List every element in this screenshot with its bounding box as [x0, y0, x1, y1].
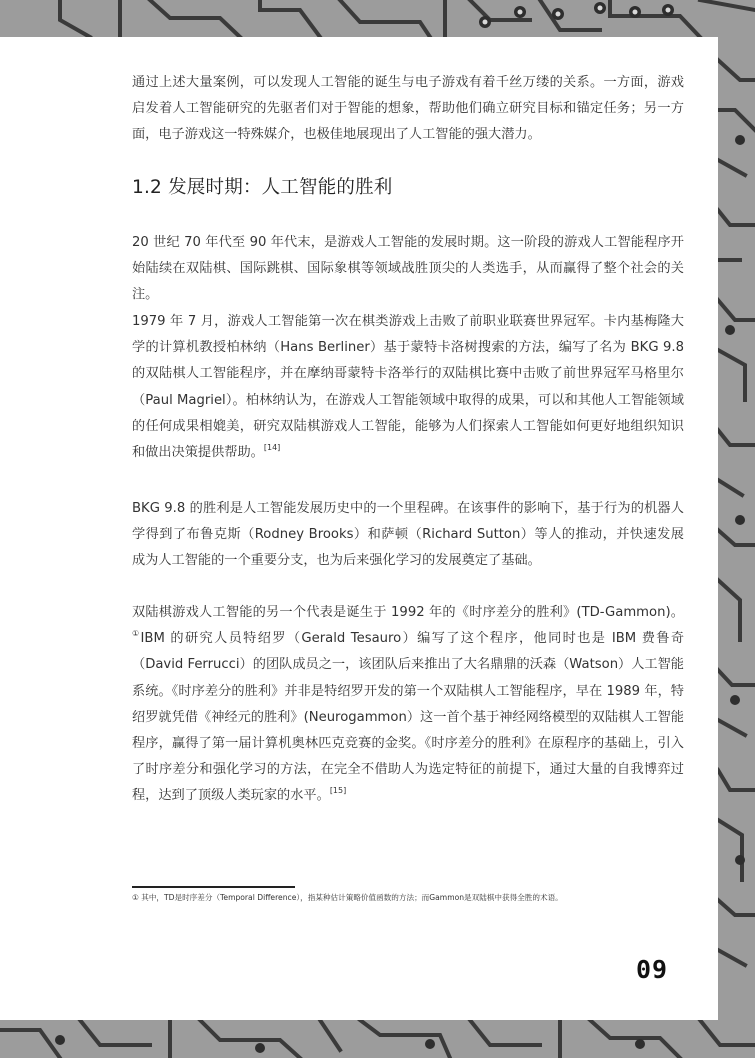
footnote-divider	[132, 886, 295, 888]
document-page	[0, 37, 718, 1020]
paragraph-bkg-1979	[132, 309, 684, 466]
paragraph-development-period	[132, 230, 684, 309]
paragraph-intro-text: 通过上述大量案例，可以发现人工智能的诞生与电子游戏有着千丝万缕的关系。一方面，游戏启发着人工智能研究的先驱者们对于智能的想象，帮助他们确立研究目标和锚定任务；另一方面，电子游戏这一特殊媒介，也极佳地展现出了人工智能的强大潜力。	[132, 75, 684, 143]
reference-15[interactable]: [15]	[329, 786, 347, 796]
paragraph-intro	[132, 70, 684, 149]
paragraph-bkg-milestone	[132, 496, 684, 575]
paragraph-bkg-milestone-text: BKG 9.8 的胜利是人工智能发展历史中的一个里程碑。在该事件的影响下，基于行为的机器人学得到了布鲁克斯（Rodney Brooks）和萨顿（Richard Sutton）等人的推动，并快速发展成为人工智能的一个重要分支，也为后来强化学习的发展奠定了基础。	[132, 501, 684, 569]
paragraph-bkg-1979-text: 1979 年 7 月，游戏人工智能第一次在棋类游戏上击败了前职业联赛世界冠军。卡内基梅隆大学的计算机教授柏林纳（Hans Berliner）基于蒙特卡洛树搜索的方法，编写了名为 BKG 9.8 的双陆棋人工智能程序，并在摩纳哥蒙特卡洛举行的双陆棋比赛中击败了前世界冠军马格里尔（Paul Magriel）。柏林纳认为，在游戏人工智能领域中取得的成果，可以和其他人工智能领域的任何成果相媲美，研究双陆棋游戏人工智能，能够为人们探索人工智能如何更好地组织知识和做出决策提供帮助。	[132, 314, 684, 461]
paragraph-td-gammon-text-after: IBM 的研究人员特绍罗（Gerald Tesauro）编写了这个程序，他同时也是 IBM 费鲁奇（David Ferrucci）的团队成员之一，该团队后来推出了大名鼎鼎的沃森（Watson）人工智能系统。《时序差分的胜利》并非是特绍罗开发的第一个双陆棋人工智能程序，早在 1989 年，特绍罗就凭借《神经元的胜利》(Neurogammon）这一首个基于神经网络模型的双陆棋人工智能程序，赢得了第一届计算机奥林匹克竞赛的金奖。《时序差分的胜利》在原程序的基础上，引入了时序差分和强化学习的方法，在完全不借助人为选定特征的前提下，通过大量的自我博弈过程，达到了顶级人类玩家的水平。	[132, 631, 685, 804]
page-number: 09	[636, 955, 669, 984]
paragraph-td-gammon	[132, 600, 684, 810]
reference-14[interactable]: [14]	[263, 443, 281, 453]
footnote: ① 其中，TD是时序差分（Temporal Difference），指某种估计策略价值函数的方法；而Gammon是双陆棋中获得全胜的术语。	[132, 893, 563, 902]
footnote-mark[interactable]: ①	[132, 629, 141, 639]
section-heading: 1.2 发展时期：人工智能的胜利	[132, 177, 393, 198]
paragraph-development-period-text: 20 世纪 70 年代至 90 年代末，是游戏人工智能的发展时期。这一阶段的游戏人工智能程序开始陆续在双陆棋、国际跳棋、国际象棋等领域战胜顶尖的人类选手，从而赢得了整个社会的关注。	[132, 235, 684, 303]
paragraph-td-gammon-text-before: 双陆棋游戏人工智能的另一个代表是诞生于 1992 年的《时序差分的胜利》(TD-Gammon)。	[132, 605, 684, 620]
